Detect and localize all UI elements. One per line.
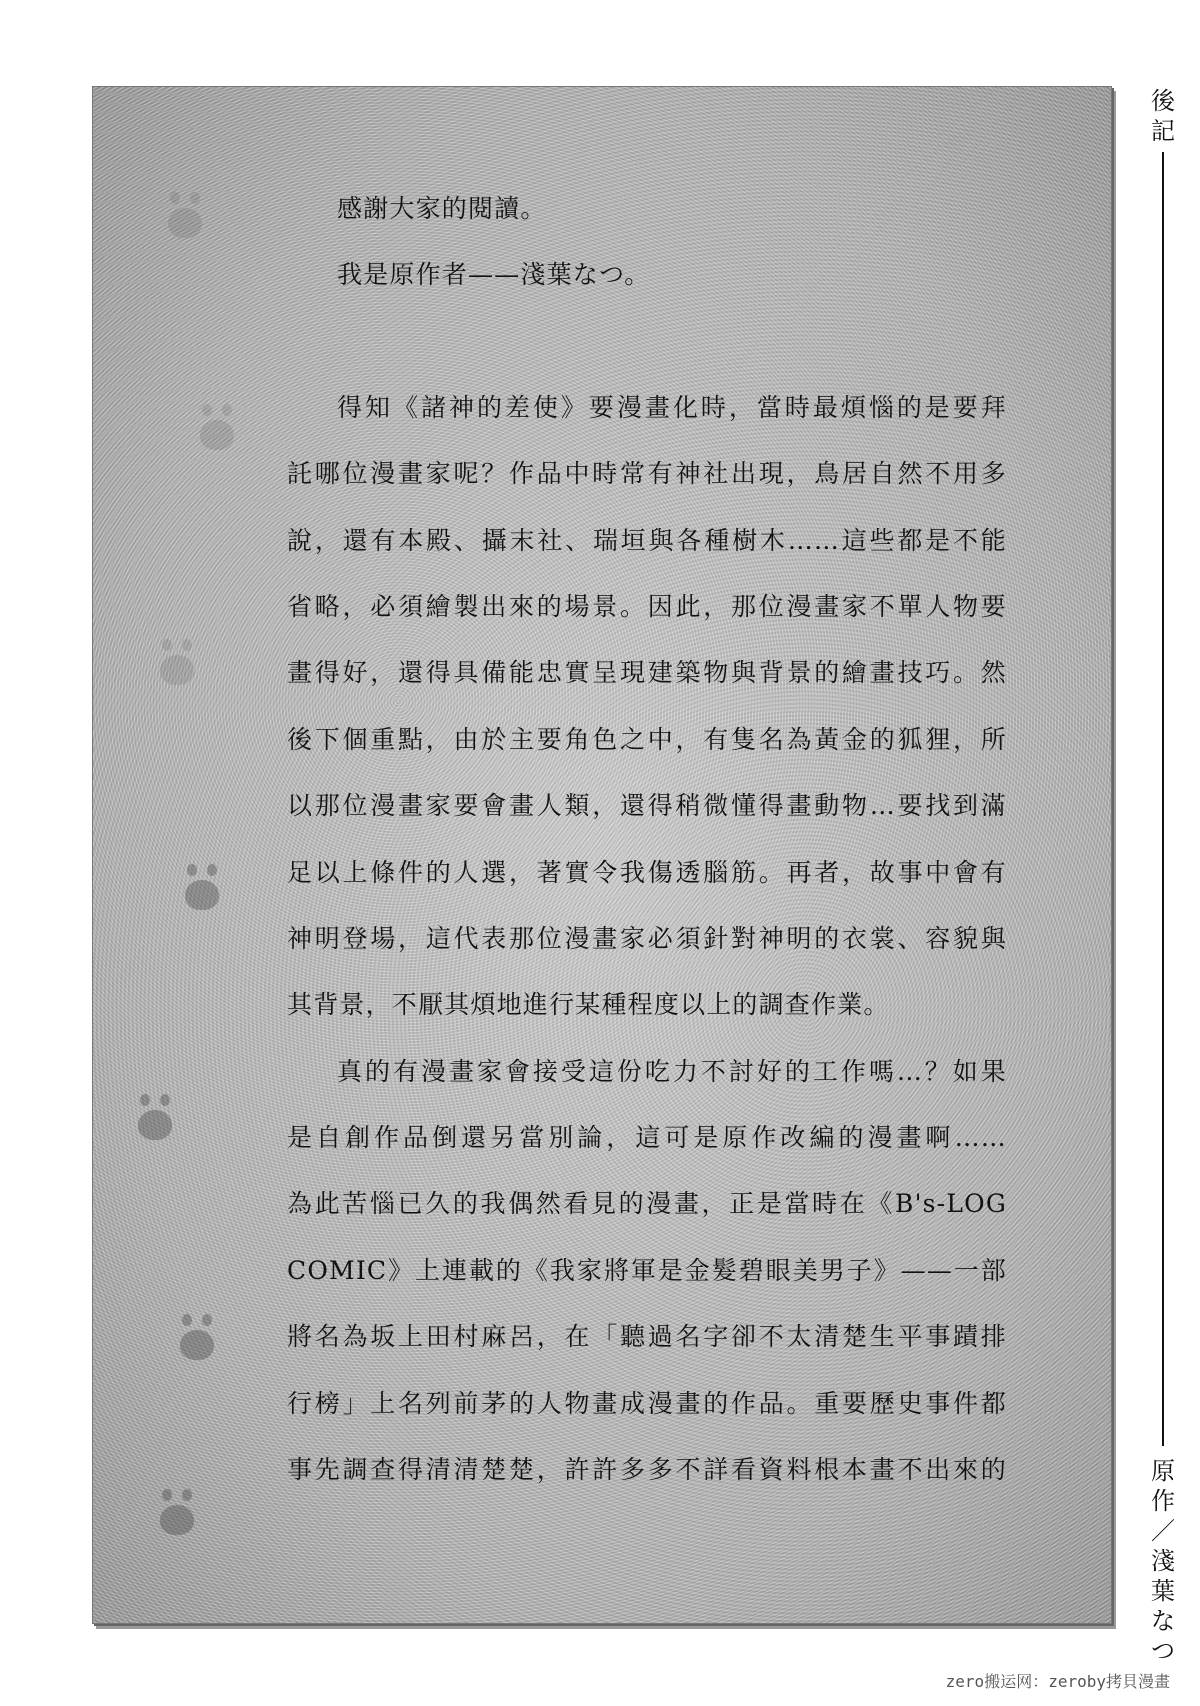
text-line: 以那位漫畫家要會畫人類，還得稍微懂得畫動物…要找到滿 (287, 791, 1007, 821)
side-char: 作 (1151, 1487, 1175, 1515)
text-line: 得知《諸神的差使》要漫畫化時，當時最煩惱的是要拜 (337, 392, 1007, 422)
text-line: COMIC》上連載的《我家將軍是金髮碧眼美男子》——一部 (287, 1255, 1007, 1285)
text-line: 是自創作品倒還另當別論，這可是原作改編的漫畫啊…… (287, 1123, 1007, 1153)
side-char: 淺 (1151, 1547, 1175, 1575)
text-line: 畫得好，還得具備能忠實呈現建築物與背景的繪畫技巧。然 (287, 658, 1007, 688)
side-char: 原 (1151, 1457, 1175, 1485)
side-heading-afterword (1148, 86, 1178, 146)
side-divider-line (1162, 152, 1164, 1446)
paw-print-icon (180, 1330, 214, 1360)
paragraph-thanks: 感謝大家的閱讀。 (337, 194, 547, 223)
paragraph-author-intro: 我是原作者——淺葉なつ。 (337, 260, 651, 290)
paragraph-gap (287, 309, 1007, 375)
paw-print-icon (185, 880, 219, 910)
paw-print-icon (138, 1110, 172, 1140)
text-line: 為此苦惱已久的我偶然看見的漫畫，正是當時在《B's-LOG (287, 1189, 1007, 1219)
text-line: 事先調查得清清楚楚，許許多多不詳看資料根本畫不出來的 (287, 1455, 1007, 1485)
text-line: 真的有漫畫家會接受這份吃力不討好的工作嗎…？如果 (337, 1056, 1007, 1086)
text-line: 託哪位漫畫家呢？作品中時常有神社出現，鳥居自然不用多 (287, 459, 1007, 489)
text-line: 說，還有本殿、攝末社、瑞垣與各種樹木……這些都是不能 (287, 525, 1007, 555)
afterword-body (287, 176, 1007, 1503)
side-char: 後 (1151, 87, 1175, 115)
side-char: 記 (1151, 117, 1175, 145)
text-line: 將名為坂上田村麻呂，在「聽過名字卻不太清楚生平事蹟排 (287, 1322, 1007, 1352)
paw-print-icon (200, 420, 234, 450)
text-line: 足以上條件的人選，著實令我傷透腦筋。再者，故事中會有 (287, 857, 1007, 887)
text-line: 其背景，不厭其煩地進行某種程度以上的調查作業。 (287, 990, 890, 1020)
side-char: な (1151, 1607, 1175, 1635)
side-char: ／ (1151, 1517, 1175, 1545)
paw-print-icon (168, 208, 202, 238)
text-line: 省略，必須繪製出來的場景。因此，那位漫畫家不單人物要 (287, 591, 1007, 621)
watermark: zero搬运网：zeroby拷貝漫畫 (945, 1672, 1170, 1691)
side-heading-author (1148, 1456, 1178, 1666)
paw-print-icon (160, 655, 194, 685)
side-char: 葉 (1151, 1577, 1175, 1605)
text-line: 行榜」上名列前茅的人物畫成漫畫的作品。重要歷史事件都 (287, 1388, 1007, 1418)
text-line: 後下個重點，由於主要角色之中，有隻名為黃金的狐狸，所 (287, 724, 1007, 754)
text-line: 神明登場，這代表那位漫畫家必須針對神明的衣裳、容貌與 (287, 923, 1007, 953)
side-char: つ (1151, 1637, 1175, 1665)
paw-print-icon (160, 1505, 194, 1535)
